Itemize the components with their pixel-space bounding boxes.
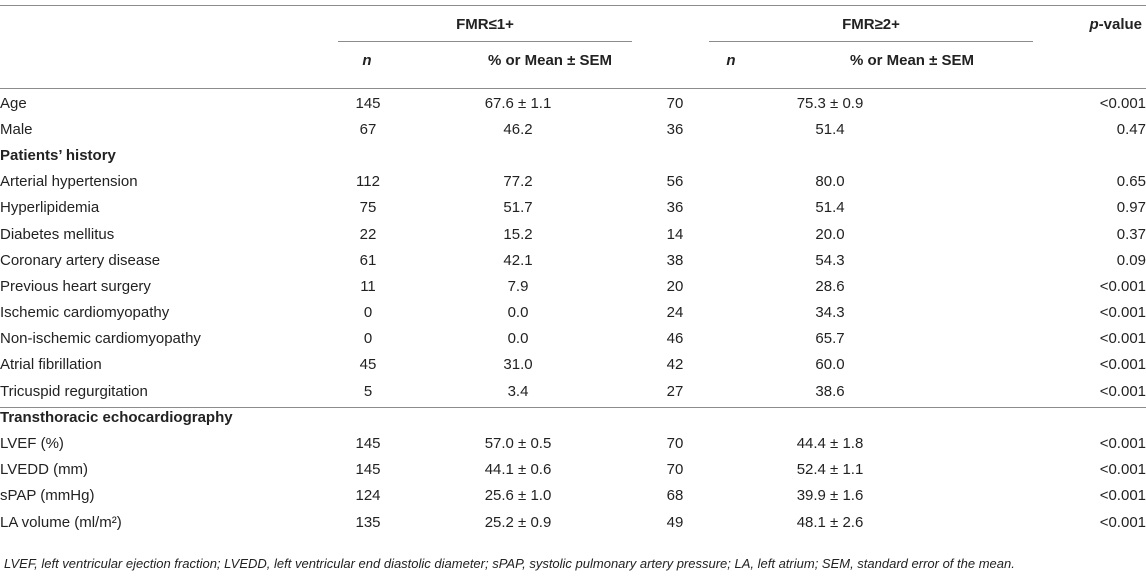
cell-p <box>948 142 1146 168</box>
table-row <box>0 457 1146 483</box>
cell-n1: 11 <box>360 277 376 295</box>
cell-v2: 20.0 <box>815 225 845 243</box>
cell-n2: 14 <box>666 225 684 243</box>
bottom-rule <box>0 407 1146 408</box>
cell-n1: 45 <box>359 356 377 374</box>
cell-n2 <box>638 404 712 430</box>
cell-v1: 3.4 <box>507 382 529 400</box>
cell-n1: 135 <box>355 513 381 531</box>
cell-label: Arterial hypertension <box>0 173 138 191</box>
cell-n2: 49 <box>666 513 684 531</box>
cell-n2: 46 <box>666 330 684 348</box>
cell-v1: 51.7 <box>503 199 533 217</box>
cell-v2: 80.0 <box>815 173 845 191</box>
cell-label: Patients’ history <box>0 146 116 164</box>
table-row <box>0 509 1146 535</box>
cell-label: LA volume (ml/m²) <box>0 513 122 531</box>
cell-v1: 0.0 <box>507 330 529 348</box>
cell-v2: 65.7 <box>815 330 845 348</box>
cell-v2: 38.6 <box>815 382 845 400</box>
top-rule <box>0 5 1146 6</box>
group-header-fmr-le1: FMR≤1+ <box>456 16 514 33</box>
cell-label: Diabetes mellitus <box>0 225 115 243</box>
cell-p <box>948 404 1146 430</box>
cell-p: <0.001 <box>1099 435 1146 453</box>
cell-label: sPAP (mmHg) <box>0 487 95 505</box>
table-row <box>0 300 1146 326</box>
cell-n2: 36 <box>666 199 684 217</box>
cell-v2: 75.3 ± 0.9 <box>796 94 864 112</box>
table-row <box>0 169 1146 195</box>
table-row <box>0 90 1146 116</box>
cell-v2: 60.0 <box>815 356 845 374</box>
cell-v1 <box>398 142 638 168</box>
cell-n2: 56 <box>666 173 684 191</box>
cell-v1: 7.9 <box>507 277 529 295</box>
cell-label: LVEF (%) <box>0 435 64 453</box>
cell-n2: 70 <box>666 461 684 479</box>
cell-n1: 5 <box>363 382 373 400</box>
cell-n2: 42 <box>666 356 684 374</box>
cell-label: Ischemic cardiomyopathy <box>0 304 170 322</box>
cell-n1 <box>338 142 398 168</box>
data-table <box>0 90 1146 535</box>
cell-v2: 48.1 ± 2.6 <box>796 513 864 531</box>
cell-n1: 22 <box>359 225 377 243</box>
cell-p: <0.001 <box>1099 277 1146 295</box>
cell-p: 0.47 <box>1116 120 1146 138</box>
cell-label: Age <box>0 94 27 112</box>
cell-v1 <box>398 404 638 430</box>
cell-v1: 42.1 <box>503 251 533 269</box>
cell-n1: 112 <box>356 173 380 191</box>
cell-n1: 61 <box>359 251 377 269</box>
cell-n1: 145 <box>355 461 381 479</box>
header-rule <box>0 88 1146 89</box>
cell-v1: 46.2 <box>503 120 533 138</box>
table-row <box>0 273 1146 299</box>
group1-underline <box>338 41 632 42</box>
cell-n1: 124 <box>355 487 381 505</box>
table-row <box>0 195 1146 221</box>
cell-label: Transthoracic echocardiography <box>0 408 233 426</box>
pvalue-header-suffix: -value <box>1098 16 1142 33</box>
pvalue-header-p: p <box>1089 16 1099 33</box>
cell-p: <0.001 <box>1099 382 1146 400</box>
cell-n2: 36 <box>666 120 684 138</box>
cell-label: Tricuspid regurgitation <box>0 382 148 400</box>
table-row <box>0 352 1146 378</box>
cell-n2: 38 <box>666 251 684 269</box>
cell-v1: 25.2 ± 0.9 <box>484 513 552 531</box>
cell-v2: 51.4 <box>815 199 845 217</box>
cell-n1: 75 <box>359 199 377 217</box>
cell-v1: 57.0 ± 0.5 <box>484 435 552 453</box>
cell-v1: 15.2 <box>503 225 533 243</box>
footnote: LVEF, left ventricular ejection fraction; LVEDD, left ventricular end diastolic diameter; sPAP, systolic pulmonary artery pressure; LA, left atrium; SEM, standard error of the mean. <box>4 556 1015 571</box>
stat-header-1: % or Mean ± SEM <box>487 52 613 69</box>
cell-label: Previous heart surgery <box>0 277 151 295</box>
group-header-fmr-ge2: FMR≥2+ <box>842 16 900 33</box>
table-row <box>0 430 1146 456</box>
table-row <box>0 378 1146 404</box>
cell-p: <0.001 <box>1099 330 1146 348</box>
cell-v1: 25.6 ± 1.0 <box>484 487 552 505</box>
cell-label: Hyperlipidemia <box>0 199 100 217</box>
cell-label: Non-ischemic cardiomyopathy <box>0 330 201 348</box>
table-row <box>0 247 1146 273</box>
table-row <box>0 221 1146 247</box>
cell-p: 0.37 <box>1116 225 1146 243</box>
cell-n1: 145 <box>355 94 381 112</box>
cell-n1 <box>338 404 398 430</box>
cell-p: <0.001 <box>1099 461 1146 479</box>
cell-p: <0.001 <box>1099 304 1146 322</box>
cell-n2: 70 <box>666 435 684 453</box>
table-row <box>0 483 1146 509</box>
cell-v1: 77.2 <box>503 173 533 191</box>
cell-n1: 0 <box>363 330 373 348</box>
cell-v2: 52.4 ± 1.1 <box>796 461 864 479</box>
cell-n2: 70 <box>666 94 684 112</box>
cell-v1: 44.1 ± 0.6 <box>484 461 552 479</box>
cell-v1: 67.6 ± 1.1 <box>484 94 552 112</box>
table-row <box>0 116 1146 142</box>
cell-v1: 0.0 <box>507 304 529 322</box>
table-row <box>0 326 1146 352</box>
cell-n2: 68 <box>666 487 684 505</box>
pvalue-header <box>1089 16 1142 33</box>
n-header-2: n <box>726 52 736 69</box>
cell-p: <0.001 <box>1099 94 1146 112</box>
cell-p: <0.001 <box>1099 487 1146 505</box>
group2-underline <box>709 41 1033 42</box>
cell-v2: 34.3 <box>815 304 845 322</box>
section-row <box>0 142 1146 168</box>
stat-header-2: % or Mean ± SEM <box>849 52 975 69</box>
cell-v1: 31.0 <box>503 356 533 374</box>
cell-p: 0.65 <box>1116 173 1146 191</box>
cell-n1: 145 <box>355 435 381 453</box>
cell-p: <0.001 <box>1099 356 1146 374</box>
cell-n2: 20 <box>666 277 684 295</box>
cell-n2: 24 <box>666 304 684 322</box>
cell-v2: 39.9 ± 1.6 <box>796 487 864 505</box>
cell-n2: 27 <box>666 382 684 400</box>
cell-label: Male <box>0 120 33 138</box>
cell-v2: 44.4 ± 1.8 <box>796 435 864 453</box>
cell-label: Atrial fibrillation <box>0 356 102 374</box>
cell-v2: 51.4 <box>815 120 845 138</box>
cell-n1: 67 <box>359 120 377 138</box>
n-header-1: n <box>362 52 372 69</box>
cell-p: <0.001 <box>1099 513 1146 531</box>
cell-v2: 54.3 <box>815 251 845 269</box>
cell-v2 <box>712 142 948 168</box>
cell-label: LVEDD (mm) <box>0 461 89 479</box>
cell-v2 <box>712 404 948 430</box>
section-row <box>0 404 1146 430</box>
cell-p: 0.97 <box>1116 199 1146 217</box>
cell-v2: 28.6 <box>815 277 845 295</box>
cell-label: Coronary artery disease <box>0 251 161 269</box>
cell-n1: 0 <box>363 304 373 322</box>
cell-p: 0.09 <box>1116 251 1146 269</box>
cell-n2 <box>638 142 712 168</box>
